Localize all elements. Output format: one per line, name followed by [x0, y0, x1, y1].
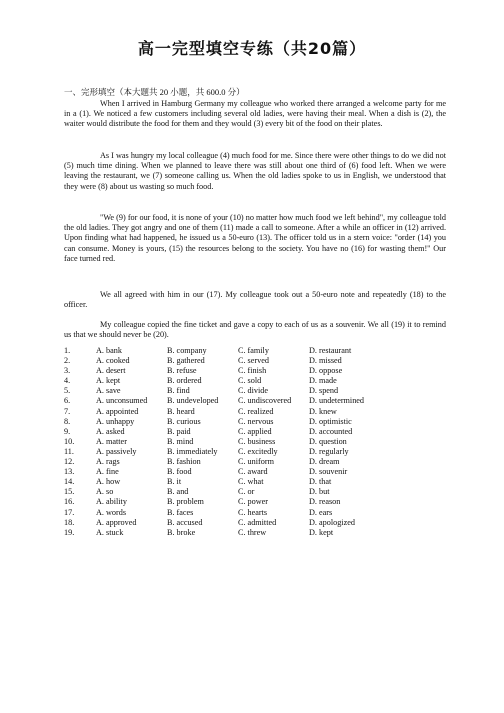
option-d: D. oppose — [309, 366, 343, 376]
option-number: 6. — [64, 396, 71, 406]
option-row — [64, 386, 389, 396]
option-a: A. ability — [96, 497, 127, 507]
option-row — [64, 467, 389, 477]
option-number: 8. — [64, 416, 71, 426]
option-c: C. or — [238, 487, 255, 497]
option-a: A. approved — [96, 517, 137, 527]
option-number: 3. — [64, 366, 71, 376]
option-c: C. nervous — [238, 416, 274, 426]
option-a: A. rags — [96, 457, 120, 467]
option-row — [64, 346, 389, 356]
option-row — [64, 508, 389, 518]
option-a: A. so — [96, 487, 114, 497]
option-d: D. question — [309, 436, 347, 446]
option-d: D. spend — [309, 386, 339, 396]
option-c: C. hearts — [238, 507, 268, 517]
option-a: A. words — [96, 507, 127, 517]
option-row — [64, 487, 389, 497]
option-a: A. unhappy — [96, 416, 135, 426]
option-b: B. and — [167, 487, 189, 497]
option-c: C. applied — [238, 426, 272, 436]
section-heading: 一、完形填空（本大题共 20 小题，共 600.0 分） — [64, 87, 245, 97]
passage-paragraph-3: "We (9) for our food, it is none of your (10) no matter how much food we left behind", my colleague told the old ladies. They got angry and one of them (11) made a call to someone. After a while an officer in (12) arrived. Upon finding what had happened, he issued us a 50-euro (13). The officer told us in a stern voice: "order (14) you can consume. Money is yours, (15) the resources belong to the society. You have no (16) for wasting them!" Our face turned red. — [64, 213, 446, 263]
option-c: C. what — [238, 477, 264, 487]
option-row — [64, 356, 389, 366]
option-number: 4. — [64, 376, 71, 386]
option-d: D. restaurant — [309, 346, 352, 355]
option-c: C. power — [238, 497, 269, 507]
option-b: B. find — [167, 386, 190, 396]
option-d: D. missed — [309, 356, 342, 366]
option-b: B. broke — [167, 527, 196, 537]
option-c: C. sold — [238, 376, 262, 386]
option-a: A. desert — [96, 366, 126, 376]
option-d: D. accounted — [309, 426, 353, 436]
option-b: B. paid — [167, 426, 191, 436]
option-b: B. immediately — [167, 446, 218, 456]
option-d: D. optimistic — [309, 416, 352, 426]
option-d: D. but — [309, 487, 330, 497]
passage-paragraph-1: When I arrived in Hamburg Germany my colleague who worked there arranged a welcome party for me in a (1). We noticed a few customers including several old ladies, were having their meal. When a dish is (2), the waiter would distribute the food for them and they would (3) every bit of the food on their plates. — [64, 99, 446, 129]
option-d: D. knew — [309, 406, 337, 416]
option-d: D. apologized — [309, 517, 355, 527]
passage-paragraph-4: We all agreed with him in our (17). My colleague took out a 50-euro note and repeatedly (18) to the officer. — [64, 290, 446, 310]
option-row — [64, 497, 389, 507]
option-c: C. undiscovered — [238, 396, 292, 406]
option-number: 12. — [64, 457, 75, 467]
option-a: A. passively — [96, 446, 137, 456]
option-a: A. matter — [96, 436, 127, 446]
option-c: C. excitedly — [238, 446, 278, 456]
option-number: 5. — [64, 386, 71, 396]
page-title: 高一完型填空专练（共20篇） — [137, 39, 367, 58]
option-d: D. reason — [309, 497, 341, 507]
option-number: 10. — [64, 436, 75, 446]
option-b: B. fashion — [167, 457, 201, 467]
option-number: 13. — [64, 467, 75, 477]
option-row — [64, 477, 389, 487]
option-d: D. dream — [309, 457, 340, 467]
option-row — [64, 417, 389, 427]
option-number: 1. — [64, 346, 71, 355]
option-a: A. save — [96, 386, 121, 396]
passage-paragraph-5: My colleague copied the fine ticket and gave a copy to each of us as a souvenir. We all (19) it to remind us that we should never be (20). — [64, 320, 446, 340]
option-b: B. company — [167, 346, 207, 355]
passage-paragraph-2: As I was hungry my local colleague (4) much food for me. Since there were other things to do we did not (5) much time dining. When we planned to leave there was still about one third of (6) food left. When we were leaving the restaurant, we (7) someone calling us. When the old ladies spoke to us in English, we understood that they were (8) about us wasting so much food. — [64, 151, 446, 191]
option-number: 2. — [64, 356, 71, 366]
option-row — [64, 457, 389, 467]
option-number: 7. — [64, 406, 71, 416]
option-c: C. uniform — [238, 457, 274, 467]
option-b: B. food — [167, 467, 192, 477]
option-row — [64, 447, 389, 457]
option-d: D. souvenir — [309, 467, 348, 477]
option-row — [64, 376, 389, 386]
option-d: D. kept — [309, 527, 334, 537]
option-row — [64, 407, 389, 417]
option-a: A. appointed — [96, 406, 139, 416]
option-row — [64, 437, 389, 447]
option-a: A. bank — [96, 346, 122, 355]
option-c: C. threw — [238, 527, 267, 537]
option-number: 18. — [64, 517, 75, 527]
option-number: 14. — [64, 477, 75, 487]
option-c: C. admitted — [238, 517, 277, 527]
option-number: 16. — [64, 497, 75, 507]
option-c: C. family — [238, 346, 269, 355]
option-b: B. heard — [167, 406, 195, 416]
option-a: A. fine — [96, 467, 119, 477]
option-b: B. problem — [167, 497, 204, 507]
option-c: C. served — [238, 356, 269, 366]
option-b: B. accused — [167, 517, 203, 527]
option-a: A. asked — [96, 426, 125, 436]
option-row — [64, 528, 389, 538]
option-c: C. business — [238, 436, 276, 446]
option-number: 19. — [64, 527, 75, 537]
option-number: 9. — [64, 426, 71, 436]
option-number: 17. — [64, 507, 75, 517]
option-b: B. ordered — [167, 376, 202, 386]
options-list — [64, 346, 389, 538]
option-b: B. refuse — [167, 366, 197, 376]
option-a: A. unconsumed — [96, 396, 148, 406]
option-c: C. realized — [238, 406, 274, 416]
option-c: C. award — [238, 467, 268, 477]
option-d: D. regularly — [309, 446, 349, 456]
option-a: A. how — [96, 477, 121, 487]
option-a: A. kept — [96, 376, 121, 386]
option-row — [64, 366, 389, 376]
option-number: 11. — [64, 446, 74, 456]
option-b: B. it — [167, 477, 182, 487]
option-b: B. mind — [167, 436, 194, 446]
option-a: A. stuck — [96, 527, 124, 537]
option-b: B. undeveloped — [167, 396, 219, 406]
option-a: A. cooked — [96, 356, 130, 366]
option-row — [64, 518, 389, 528]
option-d: D. ears — [309, 507, 333, 517]
option-d: D. made — [309, 376, 337, 386]
option-row — [64, 396, 389, 406]
option-d: D. undetermined — [309, 396, 365, 406]
option-b: B. faces — [167, 507, 194, 517]
option-row — [64, 427, 389, 437]
option-number: 15. — [64, 487, 75, 497]
option-b: B. curious — [167, 416, 201, 426]
option-d: D. that — [309, 477, 332, 487]
option-c: C. divide — [238, 386, 269, 396]
option-c: C. finish — [238, 366, 267, 376]
option-b: B. gathered — [167, 356, 205, 366]
